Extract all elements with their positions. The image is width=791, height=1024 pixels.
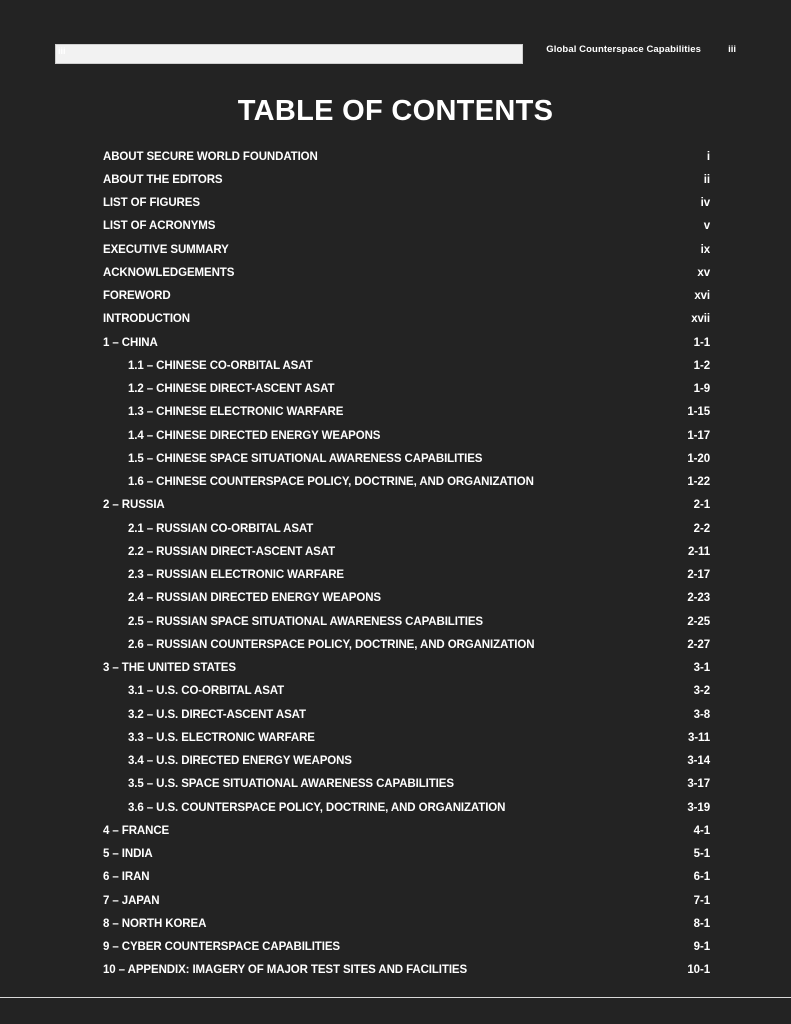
toc-entry-page: 2-11 <box>688 545 710 558</box>
toc-entry[interactable] <box>103 866 710 889</box>
page-title: TABLE OF CONTENTS <box>237 95 554 127</box>
toc-entry-page: 1-1 <box>693 336 710 349</box>
toc-entry-label: 7 – JAPAN <box>103 894 160 907</box>
toc-entry[interactable] <box>103 447 710 470</box>
toc-entry[interactable] <box>103 145 710 168</box>
toc-entry-page: 10-1 <box>687 964 710 977</box>
toc-entry-page: 3-17 <box>687 778 710 791</box>
header-page-number: iii <box>728 44 736 55</box>
toc-entry[interactable] <box>103 773 710 796</box>
toc-entry-label: 6 – IRAN <box>103 871 150 884</box>
toc-entry[interactable] <box>103 796 710 819</box>
toc-entry-page: i <box>706 150 710 163</box>
toc-entry[interactable] <box>103 215 710 238</box>
toc-entry-label: LIST OF ACRONYMS <box>103 220 216 233</box>
toc-entry[interactable] <box>103 540 710 563</box>
toc-entry-page: 1-15 <box>687 406 710 419</box>
toc-entry-page: 7-1 <box>693 894 710 907</box>
toc-entry-label: INTRODUCTION <box>103 313 190 326</box>
toc-entry-page: 9-1 <box>693 941 710 954</box>
toc-entry[interactable] <box>103 424 710 447</box>
toc-entry-page: 3-8 <box>693 708 710 721</box>
toc-entry[interactable] <box>103 168 710 191</box>
toc-entry-page: 2-25 <box>687 615 710 628</box>
toc-entry-page: 3-1 <box>693 662 710 675</box>
toc-entry-label: 1.4 – CHINESE DIRECTED ENERGY WEAPONS <box>128 429 381 442</box>
toc-entry-page: 2-27 <box>687 638 710 651</box>
toc-entry[interactable] <box>103 494 710 517</box>
toc-entry-page: ii <box>703 173 710 186</box>
toc-entry-page: 2-2 <box>693 522 710 535</box>
running-header-title: Global Counterspace Capabilities <box>546 44 701 55</box>
toc-entry[interactable] <box>103 680 710 703</box>
toc-entry-page: 1-17 <box>687 429 710 442</box>
toc-entry[interactable] <box>103 587 710 610</box>
toc-entry-label: 2.5 – RUSSIAN SPACE SITUATIONAL AWARENESS CAPABILITIES <box>128 615 483 628</box>
toc-entry-label: 3.1 – U.S. CO-ORBITAL ASAT <box>128 685 285 698</box>
bottom-divider <box>0 997 791 998</box>
toc-entry[interactable] <box>103 285 710 308</box>
toc-entry[interactable] <box>103 889 710 912</box>
toc-entry-label: 3.3 – U.S. ELECTRONIC WARFARE <box>128 731 315 744</box>
toc-entry-page: 1-9 <box>693 383 710 396</box>
toc-entry[interactable] <box>103 517 710 540</box>
toc-entry-label: 2 – RUSSIA <box>103 499 165 512</box>
toc-entry[interactable] <box>103 308 710 331</box>
toc-entry-label: 3.6 – U.S. COUNTERSPACE POLICY, DOCTRINE, AND ORGANIZATION <box>128 801 506 814</box>
toc-entry-label: 3.2 – U.S. DIRECT-ASCENT ASAT <box>128 708 306 721</box>
toc-entry-label: FOREWORD <box>103 290 171 303</box>
toc-entry-label: ABOUT THE EDITORS <box>103 173 223 186</box>
toc-entry[interactable] <box>103 354 710 377</box>
toc-entry-page: 2-23 <box>687 592 710 605</box>
toc-entry[interactable] <box>103 261 710 284</box>
toc-entry[interactable] <box>103 959 710 982</box>
toc-entry-page: iv <box>700 197 710 210</box>
toc-entry-page: xvi <box>694 290 710 303</box>
toc-entry-label: 8 – NORTH KOREA <box>103 917 207 930</box>
toc-entry-label: 3 – THE UNITED STATES <box>103 662 236 675</box>
toc-entry-page: 3-14 <box>687 755 710 768</box>
toc-entry-page: 1-22 <box>687 476 710 489</box>
toc-entry[interactable] <box>103 401 710 424</box>
toc-entry-label: 1 – CHINA <box>103 336 158 349</box>
toc-entry-page: 4-1 <box>693 824 710 837</box>
toc-entry-page: xv <box>697 266 710 279</box>
toc-entry[interactable] <box>103 936 710 959</box>
toc-entry-page: 5-1 <box>693 848 710 861</box>
toc-entry-page: 2-17 <box>687 569 710 582</box>
toc-entry-page: 8-1 <box>693 917 710 930</box>
toc-entry-label: 9 – CYBER COUNTERSPACE CAPABILITIES <box>103 941 340 954</box>
toc-entry-page: 6-1 <box>693 871 710 884</box>
toc-entry[interactable] <box>103 703 710 726</box>
toc-entry[interactable] <box>103 843 710 866</box>
toc-entry[interactable] <box>103 564 710 587</box>
toc-entry-label: 2.1 – RUSSIAN CO-ORBITAL ASAT <box>128 522 314 535</box>
toc-entry-label: 3.4 – U.S. DIRECTED ENERGY WEAPONS <box>128 755 352 768</box>
table-of-contents <box>103 145 710 982</box>
toc-entry[interactable] <box>103 819 710 842</box>
toc-entry[interactable] <box>103 192 710 215</box>
toc-entry[interactable] <box>103 610 710 633</box>
toc-entry-label: EXECUTIVE SUMMARY <box>103 243 229 256</box>
toc-entry-page: 3-2 <box>693 685 710 698</box>
toc-entry[interactable] <box>103 471 710 494</box>
toc-entry-page: 1-20 <box>687 452 710 465</box>
toc-entry-label: 1.6 – CHINESE COUNTERSPACE POLICY, DOCTRINE, AND ORGANIZATION <box>128 476 534 489</box>
toc-entry-page: v <box>703 220 710 233</box>
toc-entry-label: 1.1 – CHINESE CO-ORBITAL ASAT <box>128 359 313 372</box>
toc-entry-page: ix <box>700 243 710 256</box>
toc-entry-label: 2.4 – RUSSIAN DIRECTED ENERGY WEAPONS <box>128 592 381 605</box>
toc-entry-label: 2.3 – RUSSIAN ELECTRONIC WARFARE <box>128 569 344 582</box>
toc-entry-label: ABOUT SECURE WORLD FOUNDATION <box>103 150 318 163</box>
toc-entry-label: 1.3 – CHINESE ELECTRONIC WARFARE <box>128 406 344 419</box>
toc-entry-label: LIST OF FIGURES <box>103 197 200 210</box>
toc-entry-page: xvii <box>691 313 710 326</box>
header-bar-page-number: iii <box>58 46 66 56</box>
toc-entry[interactable] <box>103 238 710 261</box>
toc-entry[interactable] <box>103 657 710 680</box>
toc-entry-label: 4 – FRANCE <box>103 824 170 837</box>
toc-entry-label: 10 – APPENDIX: IMAGERY OF MAJOR TEST SITES AND FACILITIES <box>103 964 468 977</box>
toc-entry-label: 3.5 – U.S. SPACE SITUATIONAL AWARENESS CAPABILITIES <box>128 778 454 791</box>
toc-entry-page: 2-1 <box>693 499 710 512</box>
toc-entry[interactable] <box>103 633 710 656</box>
toc-entry-page: 3-19 <box>687 801 710 814</box>
toc-entry[interactable] <box>103 726 710 749</box>
toc-entry-label: 1.2 – CHINESE DIRECT-ASCENT ASAT <box>128 383 335 396</box>
toc-entry-label: 2.6 – RUSSIAN COUNTERSPACE POLICY, DOCTRINE, AND ORGANIZATION <box>128 638 535 651</box>
toc-entry[interactable] <box>103 331 710 354</box>
toc-entry-label: ACKNOWLEDGEMENTS <box>103 266 235 279</box>
toc-entry-label: 2.2 – RUSSIAN DIRECT-ASCENT ASAT <box>128 545 336 558</box>
toc-entry-label: 5 – INDIA <box>103 848 153 861</box>
toc-entry-page: 3-11 <box>688 731 710 744</box>
toc-entry-label: 1.5 – CHINESE SPACE SITUATIONAL AWARENESS CAPABILITIES <box>128 452 483 465</box>
toc-entry-page: 1-2 <box>693 359 710 372</box>
toc-entry[interactable] <box>103 912 710 935</box>
toc-entry[interactable] <box>103 750 710 773</box>
header-bar <box>55 44 523 64</box>
toc-entry[interactable] <box>103 378 710 401</box>
